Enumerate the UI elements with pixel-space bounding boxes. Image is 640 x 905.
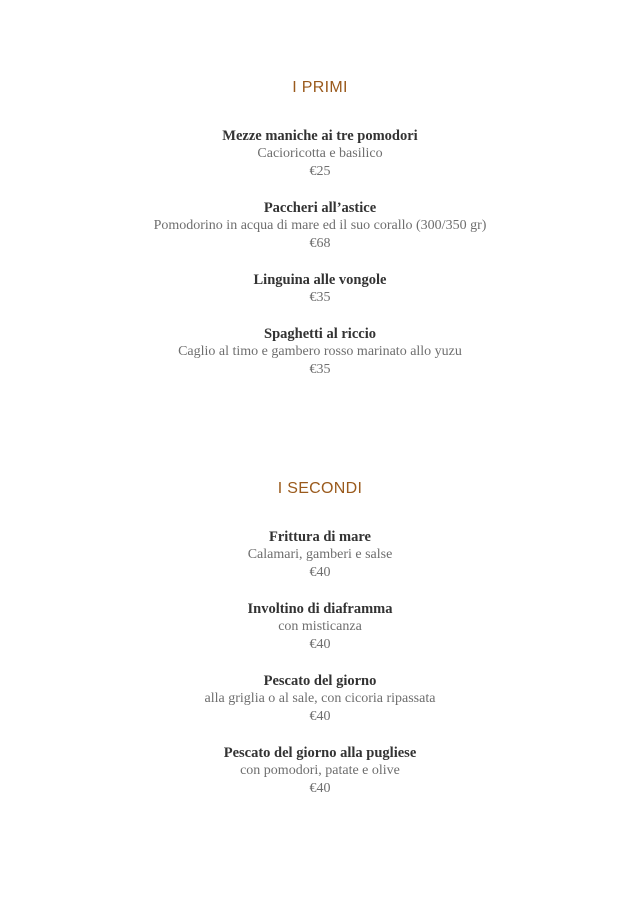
menu-item: [0, 127, 640, 181]
item-name: Spaghetti al riccio: [264, 326, 376, 342]
item-price: €40: [309, 709, 331, 724]
menu-items: [0, 127, 640, 379]
section-secondi: [0, 478, 640, 816]
menu-item: [0, 672, 640, 726]
item-description: con misticanza: [278, 619, 362, 634]
item-price: €35: [309, 290, 331, 305]
menu-item: [0, 744, 640, 798]
item-description: Caglio al timo e gambero rosso marinato allo yuzu: [178, 344, 462, 359]
menu-item: [0, 325, 640, 379]
item-description: alla griglia o al sale, con cicoria ripassata: [204, 691, 436, 706]
item-price: €40: [309, 565, 331, 580]
item-name: Pescato del giorno alla pugliese: [223, 745, 417, 761]
item-price: €68: [309, 236, 331, 251]
item-description: Calamari, gamberi e salse: [247, 547, 393, 562]
menu-item: [0, 199, 640, 253]
menu-item: [0, 600, 640, 654]
menu-item: [0, 528, 640, 582]
section-primi: [0, 77, 640, 397]
item-name: Paccheri all’astice: [263, 200, 377, 216]
item-price: €25: [309, 164, 331, 179]
section-title: I PRIMI: [292, 79, 348, 96]
item-name: Linguina alle vongole: [253, 272, 387, 288]
item-price: €35: [309, 362, 331, 377]
item-description: con pomodori, patate e olive: [240, 763, 400, 778]
item-description: Cacioricotta e basilico: [257, 146, 383, 161]
section-title: I SECONDI: [277, 480, 363, 497]
item-name: Frittura di mare: [268, 529, 371, 545]
menu-items: [0, 528, 640, 798]
item-price: €40: [309, 637, 331, 652]
item-price: €40: [309, 781, 331, 796]
item-description: Pomodorino in acqua di mare ed il suo corallo (300/350 gr): [153, 218, 487, 233]
item-name: Involtino di diaframma: [247, 601, 393, 617]
menu-item: [0, 271, 640, 307]
item-name: Pescato del giorno: [263, 673, 377, 689]
item-name: Mezze maniche ai tre pomodori: [222, 128, 418, 144]
